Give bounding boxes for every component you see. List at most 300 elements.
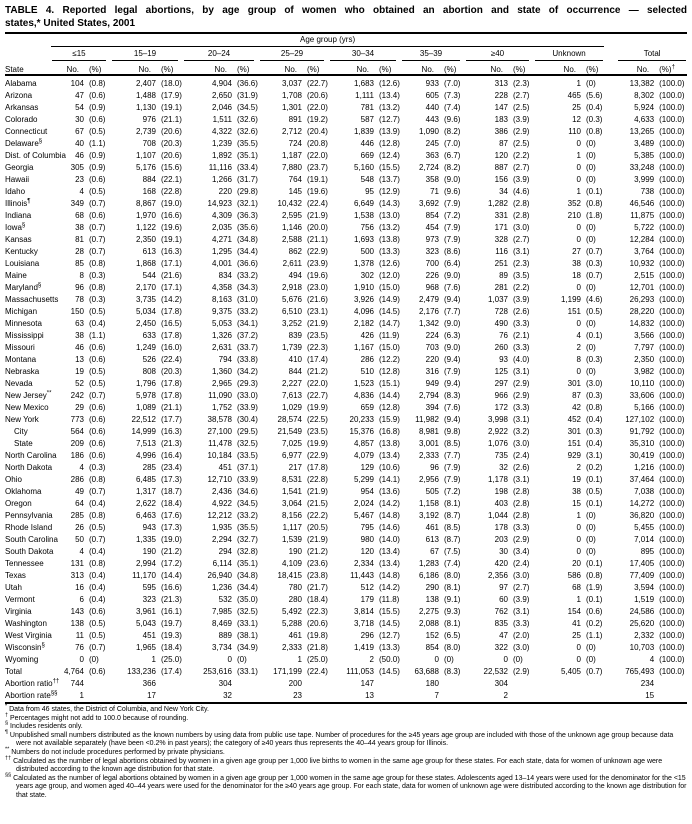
- count-cell: 87: [499, 139, 508, 148]
- state-cell: Tennessee: [5, 559, 44, 568]
- table-row: [5, 426, 687, 438]
- table-row: [5, 666, 687, 678]
- percent-cell: (100.0): [659, 571, 685, 580]
- percent-cell: (2.3): [513, 259, 530, 268]
- count-cell: 87: [572, 391, 581, 400]
- percent-cell: (32.6): [237, 127, 258, 136]
- count-cell: 976: [142, 115, 156, 124]
- count-cell: 724: [288, 139, 302, 148]
- percent-cell: (38.1): [237, 631, 258, 640]
- footnote: † Percentages might not add to 100.0 because of rounding.: [5, 712, 189, 722]
- count-cell: 138: [70, 619, 84, 628]
- count-cell: 25: [572, 631, 581, 640]
- age-group-band: [49, 35, 606, 47]
- table-row: [5, 450, 687, 462]
- count-cell: 1,037: [487, 295, 508, 304]
- percent-cell: (9.4): [444, 355, 461, 364]
- count-cell: 7,038: [634, 487, 655, 496]
- percent-cell: (22.7): [307, 391, 328, 400]
- count-cell: 2,922: [487, 427, 508, 436]
- no-column-header: No.: [606, 61, 654, 75]
- percent-cell: (100.0): [659, 355, 685, 364]
- percent-cell: (0.6): [89, 439, 106, 448]
- count-cell: 949: [425, 379, 439, 388]
- percent-cell: (100.0): [659, 79, 685, 88]
- percent-cell: (3.1): [513, 247, 530, 256]
- count-cell: 3,594: [634, 583, 655, 592]
- percent-cell: (8.1): [444, 619, 461, 628]
- percent-cell: (6.7): [444, 151, 461, 160]
- count-cell: 500: [360, 247, 374, 256]
- percent-cell: (2.9): [513, 667, 530, 676]
- count-cell: 2,450: [135, 319, 156, 328]
- count-cell: 7,880: [281, 163, 302, 172]
- count-cell: 3,037: [281, 79, 302, 88]
- percent-cell: (19.3): [161, 631, 182, 640]
- percent-cell: (0.3): [89, 295, 106, 304]
- percent-cell: (34.5): [237, 499, 258, 508]
- count-cell: 151: [567, 439, 581, 448]
- count-cell: 490: [494, 319, 508, 328]
- count-cell: 22,532: [483, 667, 508, 676]
- count-cell: 7,025: [281, 439, 302, 448]
- percent-cell: (36.6): [237, 259, 258, 268]
- count-cell: 25: [572, 103, 581, 112]
- count-cell: 1,122: [135, 223, 156, 232]
- percent-cell: (0.6): [89, 607, 106, 616]
- percent-cell: (22.0): [307, 151, 328, 160]
- count-cell: 6,649: [353, 199, 374, 208]
- percent-cell: (17.8): [307, 463, 328, 472]
- count-cell: 178: [494, 523, 508, 532]
- percent-cell: (14.0): [379, 535, 400, 544]
- state-cell: Nevada: [5, 379, 33, 388]
- count-cell: 363: [425, 151, 439, 160]
- count-cell: 1,167: [353, 343, 374, 352]
- percent-cell: (0.9): [89, 103, 106, 112]
- percent-cell: (100.0): [659, 463, 685, 472]
- percent-cell: (0): [586, 175, 596, 184]
- percent-cell: (100.0): [659, 607, 685, 616]
- count-cell: 63,688: [414, 667, 439, 676]
- percent-cell: (0.7): [586, 667, 603, 676]
- percent-cell: (13.0): [379, 211, 400, 220]
- count-cell: 4,309: [211, 211, 232, 220]
- percent-cell: (18.4): [161, 499, 182, 508]
- count-cell: 0: [79, 655, 84, 664]
- percent-cell: (34.6): [237, 487, 258, 496]
- count-cell: 1,130: [135, 103, 156, 112]
- no-column-header: No.: [49, 61, 84, 75]
- percent-cell: (19.0): [161, 535, 182, 544]
- table-row: [5, 654, 687, 666]
- percent-cell: (0.8): [89, 283, 106, 292]
- percent-cell: (1.1): [586, 631, 603, 640]
- count-cell: 46,546: [629, 199, 655, 208]
- count-cell: 179: [360, 595, 374, 604]
- count-cell: 1,090: [418, 127, 439, 136]
- col-group-age-2: 20–24: [181, 47, 257, 61]
- percent-cell: (0): [89, 655, 99, 664]
- percent-cell: (7.6): [444, 403, 461, 412]
- count-cell: 2,650: [211, 91, 232, 100]
- count-cell: 3,735: [135, 295, 156, 304]
- percent-cell: (17.2): [161, 559, 182, 568]
- percent-cell: (100.0): [659, 655, 685, 664]
- footnote-marker: §§: [5, 772, 12, 779]
- count-cell: 302: [360, 271, 374, 280]
- count-cell: 304: [494, 679, 508, 688]
- percent-cell: (32.6): [237, 115, 258, 124]
- count-cell: 0: [576, 655, 581, 664]
- percent-cell: (100.0): [659, 499, 685, 508]
- percent-cell: (36.6): [237, 79, 258, 88]
- percent-cell: [654, 678, 687, 690]
- percent-cell: (19.1): [307, 175, 328, 184]
- percent-cell: (100.0): [659, 319, 685, 328]
- count-cell: 304: [218, 679, 232, 688]
- count-cell: 465: [567, 91, 581, 100]
- percent-cell: [374, 678, 399, 690]
- count-cell: 1,511: [212, 115, 232, 124]
- count-cell: 145: [288, 187, 302, 196]
- count-cell: 454: [425, 223, 439, 232]
- state-cell: Missouri: [5, 343, 35, 352]
- count-cell: 12,212: [207, 511, 232, 520]
- percent-cell: (21.7): [307, 583, 328, 592]
- percent-cell: (19.8): [307, 631, 328, 640]
- percent-cell: (2.9): [513, 379, 530, 388]
- count-cell: 4,096: [353, 307, 374, 316]
- percent-cell: (7.6): [444, 283, 461, 292]
- no-column-header: No.: [327, 61, 374, 75]
- count-cell: 125: [494, 367, 508, 376]
- count-cell: 4,633: [634, 115, 655, 124]
- count-cell: 147: [360, 679, 374, 688]
- count-cell: 943: [142, 523, 156, 532]
- table-row: [5, 294, 687, 306]
- count-cell: 3,252: [281, 319, 302, 328]
- state-cell: Hawaii: [5, 175, 30, 184]
- count-cell: 2,739: [135, 127, 156, 136]
- state-cell: Washington: [5, 619, 47, 628]
- count-cell: 703: [425, 343, 439, 352]
- percent-cell: (100.0): [659, 439, 685, 448]
- count-cell: 5,385: [634, 151, 655, 160]
- percent-cell: (14.2): [379, 499, 400, 508]
- percent-cell: (34.3): [237, 283, 258, 292]
- percent-cell: (0.8): [586, 127, 603, 136]
- count-cell: 1: [297, 655, 302, 664]
- percent-cell: (0.3): [586, 355, 603, 364]
- percent-cell: (33.2): [237, 271, 258, 280]
- percent-cell: (29.3): [237, 379, 258, 388]
- state-cell: Delaware§: [5, 138, 43, 148]
- count-cell: 203: [494, 535, 508, 544]
- count-cell: 5,492: [281, 607, 302, 616]
- percent-cell: (0.1): [586, 499, 603, 508]
- percent-cell: (8.6): [444, 247, 461, 256]
- percent-cell: (100.0): [659, 643, 685, 652]
- percent-cell: (12.8): [379, 367, 400, 376]
- count-cell: 980: [360, 535, 374, 544]
- count-cell: 0: [576, 223, 581, 232]
- table-row: [5, 186, 687, 198]
- count-cell: 15: [645, 691, 655, 700]
- table-row: [5, 138, 687, 150]
- count-cell: 2,182: [353, 319, 374, 328]
- percent-cell: (100.0): [659, 223, 685, 232]
- percent-cell: (6.5): [444, 631, 461, 640]
- count-cell: 1,301: [281, 103, 302, 112]
- percent-cell: (0.6): [89, 415, 106, 424]
- percent-cell: (50.0): [379, 655, 400, 664]
- count-cell: 32: [499, 463, 508, 472]
- percent-cell: (13.2): [379, 223, 400, 232]
- percent-cell: (0.3): [586, 427, 603, 436]
- table-row: [5, 306, 687, 318]
- table-row: [5, 534, 687, 546]
- count-cell: 1,199: [560, 295, 581, 304]
- percent-cell: (100.0): [659, 559, 685, 568]
- percent-cell: (100.0): [659, 595, 685, 604]
- percent-cell: (35.1): [237, 151, 258, 160]
- percent-cell: (19.2): [307, 115, 328, 124]
- table-row: [5, 594, 687, 606]
- count-cell: 0: [503, 655, 508, 664]
- table-row: [5, 570, 687, 582]
- state-cell: City: [14, 427, 28, 436]
- count-cell: 2,515: [634, 271, 655, 280]
- count-cell: 33,248: [629, 163, 655, 172]
- count-cell: 349: [70, 199, 84, 208]
- count-cell: 10,184: [207, 451, 232, 460]
- percent-cell: (21.2): [307, 547, 328, 556]
- table-row: [5, 366, 687, 378]
- percent-cell: (11.9): [379, 331, 400, 340]
- percent-cell: (7.9): [444, 235, 461, 244]
- percent-cell: (16.1): [161, 607, 182, 616]
- age-group-label: Age group (yrs): [51, 35, 604, 47]
- percent-cell: (0.8): [89, 475, 106, 484]
- count-cell: 150: [70, 307, 84, 316]
- state-cell: Mississippi: [5, 331, 44, 340]
- percent-cell: (21.8): [307, 643, 328, 652]
- no-column-header: No.: [181, 61, 232, 75]
- percent-cell: (0): [586, 235, 596, 244]
- percent-cell: [84, 678, 109, 690]
- percent-cell: (100.0): [659, 427, 685, 436]
- count-cell: 18: [572, 271, 581, 280]
- count-cell: 37,464: [629, 475, 655, 484]
- subheader-row: [5, 61, 687, 75]
- table-row: [5, 282, 687, 294]
- count-cell: 1,266: [211, 175, 232, 184]
- percent-cell: (7.9): [444, 367, 461, 376]
- count-cell: 30,419: [629, 451, 655, 460]
- count-cell: 3,734: [211, 643, 232, 652]
- count-cell: 2,334: [353, 559, 374, 568]
- count-cell: 96: [75, 283, 84, 292]
- state-cell: Nebraska: [5, 367, 40, 376]
- count-cell: 6,186: [418, 571, 439, 580]
- percent-cell: (0.3): [89, 463, 106, 472]
- count-cell: 34: [499, 187, 508, 196]
- count-cell: 3,814: [353, 607, 374, 616]
- percent-cell: (2.1): [513, 331, 530, 340]
- percent-cell: (18.4): [307, 595, 328, 604]
- percent-cell: (20.6): [161, 151, 182, 160]
- count-cell: 446: [360, 139, 374, 148]
- table-row: [5, 126, 687, 138]
- percent-cell: (19.9): [307, 403, 328, 412]
- count-cell: 3,064: [281, 499, 302, 508]
- percent-cell: (15.9): [379, 415, 400, 424]
- state-cell: Iowa§: [5, 222, 26, 232]
- percent-cell: (2.7): [513, 235, 530, 244]
- count-cell: 1: [576, 511, 581, 520]
- percent-cell: (2.7): [513, 583, 530, 592]
- percent-cell: (100.0): [659, 619, 685, 628]
- count-cell: 0: [576, 523, 581, 532]
- count-cell: 46: [75, 343, 84, 352]
- percent-cell: (100.0): [659, 523, 685, 532]
- count-cell: 13,382: [629, 79, 655, 88]
- count-cell: 451: [218, 463, 232, 472]
- percent-cell: (0): [586, 139, 596, 148]
- count-cell: 286: [70, 475, 84, 484]
- count-cell: 1,752: [211, 403, 232, 412]
- percent-cell: (0.8): [586, 199, 603, 208]
- percent-cell: (0.6): [89, 427, 106, 436]
- count-cell: 2,611: [282, 259, 302, 268]
- count-cell: 1,158: [418, 499, 439, 508]
- percent-cell: (15.5): [379, 607, 400, 616]
- count-cell: 5,467: [353, 511, 374, 520]
- percent-cell: (8.3): [444, 391, 461, 400]
- count-cell: 6,977: [281, 451, 302, 460]
- count-cell: 544: [142, 271, 156, 280]
- percent-cell: (100.0): [659, 151, 685, 160]
- count-cell: 156: [494, 175, 508, 184]
- percent-cell: (20.0): [307, 223, 328, 232]
- percent-cell: (34.1): [237, 319, 258, 328]
- count-cell: 3,926: [353, 295, 374, 304]
- count-cell: 14,923: [207, 199, 232, 208]
- count-cell: 60: [499, 595, 508, 604]
- count-cell: 968: [425, 283, 439, 292]
- count-cell: 1,892: [211, 151, 232, 160]
- count-cell: 0: [576, 367, 581, 376]
- count-cell: 352: [567, 199, 581, 208]
- no-column-header: No.: [257, 61, 302, 75]
- percent-cell: (14.1): [379, 475, 400, 484]
- count-cell: 2,035: [211, 223, 232, 232]
- percent-cell: (29.8): [237, 187, 258, 196]
- percent-cell: (2.0): [513, 631, 530, 640]
- count-cell: 200: [288, 679, 302, 688]
- count-cell: 5,405: [560, 667, 581, 676]
- percent-cell: (23.4): [161, 463, 182, 472]
- percent-cell: (20.3): [161, 139, 182, 148]
- count-cell: 2,176: [418, 307, 439, 316]
- count-cell: 756: [360, 223, 374, 232]
- count-cell: 1,146: [281, 223, 302, 232]
- percent-cell: (20.6): [307, 619, 328, 628]
- percent-cell: (15.6): [161, 163, 182, 172]
- percent-cell: (0.7): [89, 247, 106, 256]
- percent-cell: (9.0): [444, 319, 461, 328]
- count-cell: 2,794: [418, 391, 439, 400]
- percent-cell: (0.8): [89, 511, 106, 520]
- percent-cell: (0): [586, 79, 596, 88]
- percent-cell: (14.4): [161, 571, 182, 580]
- pct-column-header: (%): [156, 61, 181, 75]
- count-cell: 394: [425, 403, 439, 412]
- percent-cell: (8.3): [444, 667, 461, 676]
- percent-cell: (19.6): [161, 223, 182, 232]
- percent-cell: (17.8): [161, 391, 182, 400]
- count-cell: 253,616: [203, 667, 232, 676]
- percent-cell: (3.4): [513, 547, 530, 556]
- col-group-age-6: ≥40: [463, 47, 532, 61]
- count-cell: 7,613: [281, 391, 302, 400]
- percent-cell: (0.4): [586, 415, 603, 424]
- percent-cell: (0.4): [89, 595, 106, 604]
- count-cell: 633: [142, 331, 156, 340]
- count-cell: 6,510: [281, 307, 302, 316]
- count-cell: 297: [494, 379, 508, 388]
- percent-cell: (3.0): [513, 643, 530, 652]
- percent-cell: (100.0): [659, 139, 685, 148]
- percent-cell: [508, 690, 532, 703]
- percent-cell: (8.2): [444, 163, 461, 172]
- count-cell: 154: [567, 607, 581, 616]
- percent-cell: (3.9): [513, 295, 530, 304]
- count-cell: 129: [360, 463, 374, 472]
- count-cell: 613: [142, 247, 156, 256]
- count-cell: 835: [494, 619, 508, 628]
- percent-cell: (0.4): [89, 571, 106, 580]
- state-cell: Arkansas: [5, 103, 39, 112]
- count-cell: 331: [494, 211, 508, 220]
- state-cell: Oregon: [5, 499, 32, 508]
- count-cell: 116: [495, 247, 508, 256]
- state-cell: Massachusetts: [5, 295, 59, 304]
- count-cell: 735: [494, 451, 508, 460]
- count-cell: 16: [75, 583, 84, 592]
- count-cell: 4,857: [353, 439, 374, 448]
- percent-cell: [302, 678, 327, 690]
- count-cell: 1: [576, 595, 581, 604]
- percent-cell: (0.7): [89, 643, 106, 652]
- state-cell: Oklahoma: [5, 487, 42, 496]
- count-cell: 1,089: [135, 403, 156, 412]
- count-cell: 929: [567, 451, 581, 460]
- percent-cell: (0): [586, 283, 596, 292]
- percent-cell: (3.9): [513, 115, 530, 124]
- count-cell: 6,485: [135, 475, 156, 484]
- state-cell: Dist. of Columbia: [5, 151, 66, 160]
- count-cell: 3,961: [135, 607, 156, 616]
- count-cell: 27: [572, 247, 581, 256]
- count-cell: 2,436: [211, 487, 232, 496]
- percent-cell: (0): [586, 643, 596, 652]
- percent-cell: (0.6): [89, 343, 106, 352]
- percent-cell: (9.6): [444, 115, 461, 124]
- percent-cell: [156, 678, 181, 690]
- percent-cell: (18.0): [161, 79, 182, 88]
